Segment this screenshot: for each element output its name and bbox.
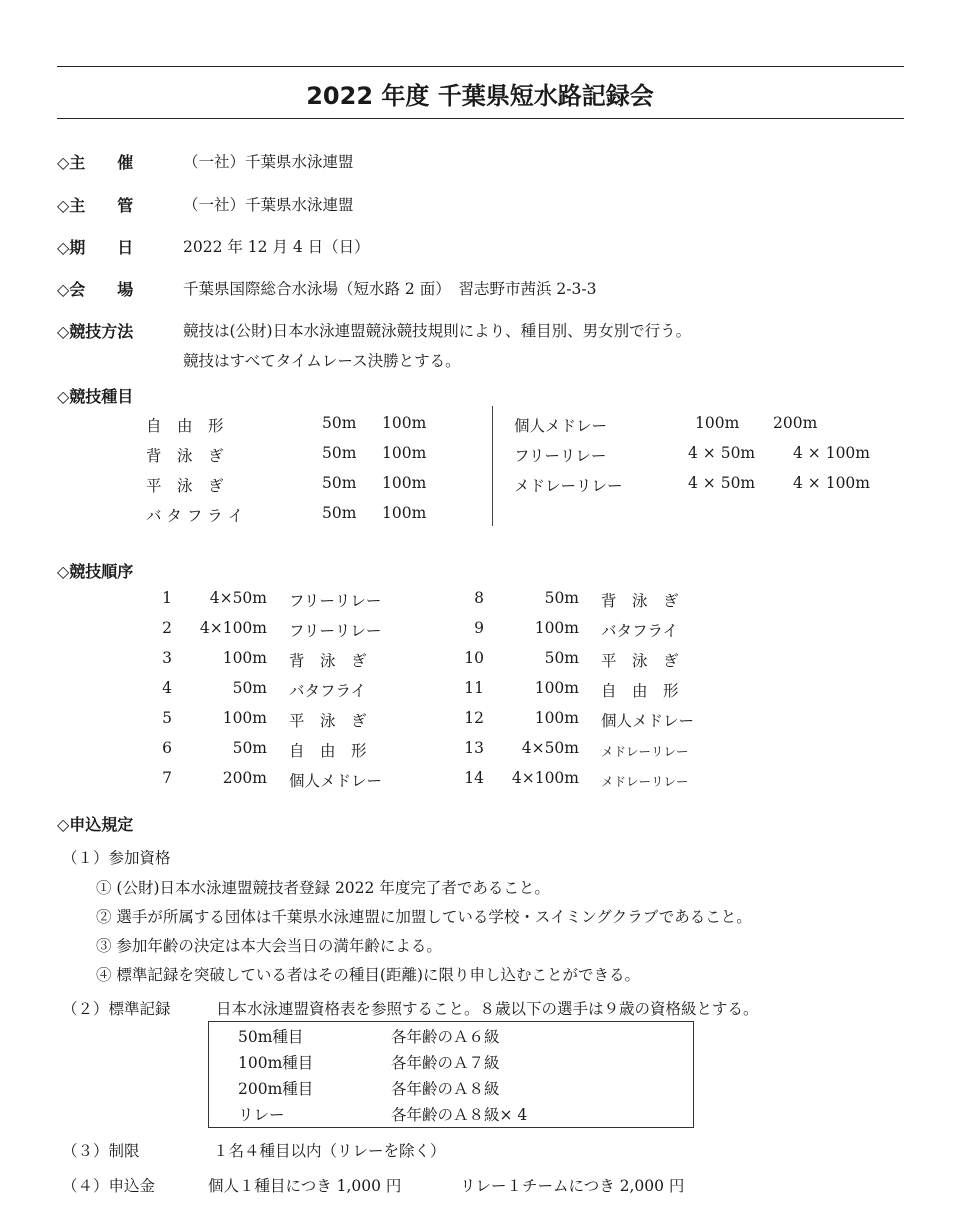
order-number: 7 xyxy=(162,769,172,787)
qualification-item: ③ 参加年齢の決定は本大会当日の満年齢による。 xyxy=(96,937,442,955)
event-left-name: バ タ フ ラ イ xyxy=(146,507,244,525)
manager-value: （一社）千葉県水泳連盟 xyxy=(183,196,354,214)
order-number: 6 xyxy=(162,739,172,757)
fee-title: （４）申込金 xyxy=(62,1177,156,1195)
fee-relay: リレー１チームにつき 2,000 円 xyxy=(460,1177,685,1195)
standard-level: 各年齢のＡ８級× 4 xyxy=(391,1106,528,1124)
order-label: ◇競技順序 xyxy=(57,562,134,581)
standard-level: 各年齢のＡ６級 xyxy=(391,1028,500,1046)
method-label: ◇競技方法 xyxy=(57,322,134,341)
order-distance: 4×100m xyxy=(511,769,579,787)
standard-event: 200m種目 xyxy=(238,1080,314,1098)
event-right-name: 個人メドレー xyxy=(514,417,608,435)
event-left-d2: 100m xyxy=(382,504,427,522)
order-distance: 50m xyxy=(232,739,267,757)
entry-label: ◇申込規定 xyxy=(57,815,134,834)
order-distance: 50m xyxy=(544,649,579,667)
fee-individual: 個人１種目につき 1,000 円 xyxy=(208,1177,402,1195)
event-right-d1: 4 × 50m xyxy=(688,444,756,462)
method-line-1: 競技は(公財)日本水泳連盟競泳競技規則により、種目別、男女別で行う。 xyxy=(183,322,692,340)
order-event: 自 由 形 xyxy=(601,682,679,700)
limit-title: （３）制限 xyxy=(62,1142,140,1160)
standard-event: 50m種目 xyxy=(238,1028,304,1046)
qualification-item: ② 選手が所属する団体は千葉県水泳連盟に加盟している学校・スイミングクラブであること。 xyxy=(96,908,752,926)
order-event: 自 由 形 xyxy=(289,742,367,760)
order-number: 13 xyxy=(464,739,484,757)
order-distance: 4×100m xyxy=(199,619,267,637)
event-left-d1: 50m xyxy=(322,504,357,522)
order-number: 1 xyxy=(162,589,172,607)
order-distance: 50m xyxy=(232,679,267,697)
order-number: 4 xyxy=(162,679,172,697)
order-number: 12 xyxy=(464,709,484,727)
events-label: ◇競技種目 xyxy=(57,387,134,406)
event-left-d1: 50m xyxy=(322,474,357,492)
order-event: 個人メドレー xyxy=(601,712,695,730)
venue-label: ◇会 場 xyxy=(57,280,134,299)
order-distance: 200m xyxy=(222,769,267,787)
order-distance: 50m xyxy=(544,589,579,607)
limit-text: １名４種目以内（リレーを除く） xyxy=(213,1142,446,1160)
order-event: メドレーリレー xyxy=(601,744,689,759)
standard-event: リレー xyxy=(238,1106,285,1124)
order-event: 背 泳 ぎ xyxy=(601,592,679,610)
order-distance: 100m xyxy=(222,709,267,727)
standard-event: 100m種目 xyxy=(238,1054,314,1072)
order-distance: 4×50m xyxy=(521,739,579,757)
order-number: 10 xyxy=(464,649,484,667)
order-distance: 100m xyxy=(534,619,579,637)
event-right-d1: 100m xyxy=(695,414,740,432)
organizer-value: （一社）千葉県水泳連盟 xyxy=(183,153,354,171)
date-label: ◇期 日 xyxy=(57,238,134,257)
event-right-d1: 4 × 50m xyxy=(688,474,756,492)
order-number: 11 xyxy=(464,679,484,697)
order-number: 14 xyxy=(464,769,484,787)
events-divider xyxy=(492,406,493,526)
order-distance: 100m xyxy=(534,679,579,697)
order-event: バタフライ xyxy=(601,622,679,640)
event-left-d2: 100m xyxy=(382,414,427,432)
event-right-d2: 4 × 100m xyxy=(793,474,870,492)
event-left-name: 背 泳 ぎ xyxy=(146,447,224,465)
order-event: 平 泳 ぎ xyxy=(289,712,367,730)
event-left-name: 自 由 形 xyxy=(146,417,224,435)
event-left-name: 平 泳 ぎ xyxy=(146,477,224,495)
order-number: 8 xyxy=(474,589,484,607)
standard-title: （２）標準記録 xyxy=(62,1000,171,1018)
event-right-d2: 200m xyxy=(773,414,818,432)
order-number: 2 xyxy=(162,619,172,637)
qualification-item: ④ 標準記録を突破している者はその種目(距離)に限り申し込むことができる。 xyxy=(96,966,641,984)
order-number: 9 xyxy=(474,619,484,637)
order-number: 3 xyxy=(162,649,172,667)
organizer-label: ◇主 催 xyxy=(57,153,134,172)
standard-level: 各年齢のＡ７級 xyxy=(391,1054,500,1072)
order-event: バタフライ xyxy=(289,682,367,700)
order-distance: 4×50m xyxy=(209,589,267,607)
order-number: 5 xyxy=(162,709,172,727)
order-distance: 100m xyxy=(534,709,579,727)
event-right-name: フリーリレー xyxy=(514,447,607,465)
event-right-d2: 4 × 100m xyxy=(793,444,870,462)
order-event: フリーリレー xyxy=(289,622,382,640)
page-title: 2022 年度 千葉県短水路記録会 xyxy=(306,82,654,110)
qualification-item: ① (公財)日本水泳連盟競技者登録 2022 年度完了者であること。 xyxy=(96,879,550,897)
title-rule-top xyxy=(57,66,904,67)
event-left-d2: 100m xyxy=(382,444,427,462)
event-right-name: メドレーリレー xyxy=(514,477,623,495)
title-rule-bottom xyxy=(57,118,904,119)
standard-level: 各年齢のＡ８級 xyxy=(391,1080,500,1098)
manager-label: ◇主 管 xyxy=(57,196,134,215)
order-event: メドレーリレー xyxy=(601,774,689,789)
order-event: フリーリレー xyxy=(289,592,382,610)
qualification-title: （１）参加資格 xyxy=(62,849,171,867)
order-distance: 100m xyxy=(222,649,267,667)
order-event: 個人メドレー xyxy=(289,772,383,790)
date-value: 2022 年 12 月 4 日（日） xyxy=(183,238,370,256)
event-left-d1: 50m xyxy=(322,444,357,462)
method-line-2: 競技はすべてタイムレース決勝とする。 xyxy=(183,352,461,370)
standard-text: 日本水泳連盟資格表を参照すること。８歳以下の選手は９歳の資格級とする。 xyxy=(216,1000,759,1018)
event-left-d2: 100m xyxy=(382,474,427,492)
order-event: 背 泳 ぎ xyxy=(289,652,367,670)
venue-value: 千葉県国際総合水泳場（短水路 2 面） 習志野市茜浜 2-3-3 xyxy=(183,280,597,298)
event-left-d1: 50m xyxy=(322,414,357,432)
order-event: 平 泳 ぎ xyxy=(601,652,679,670)
